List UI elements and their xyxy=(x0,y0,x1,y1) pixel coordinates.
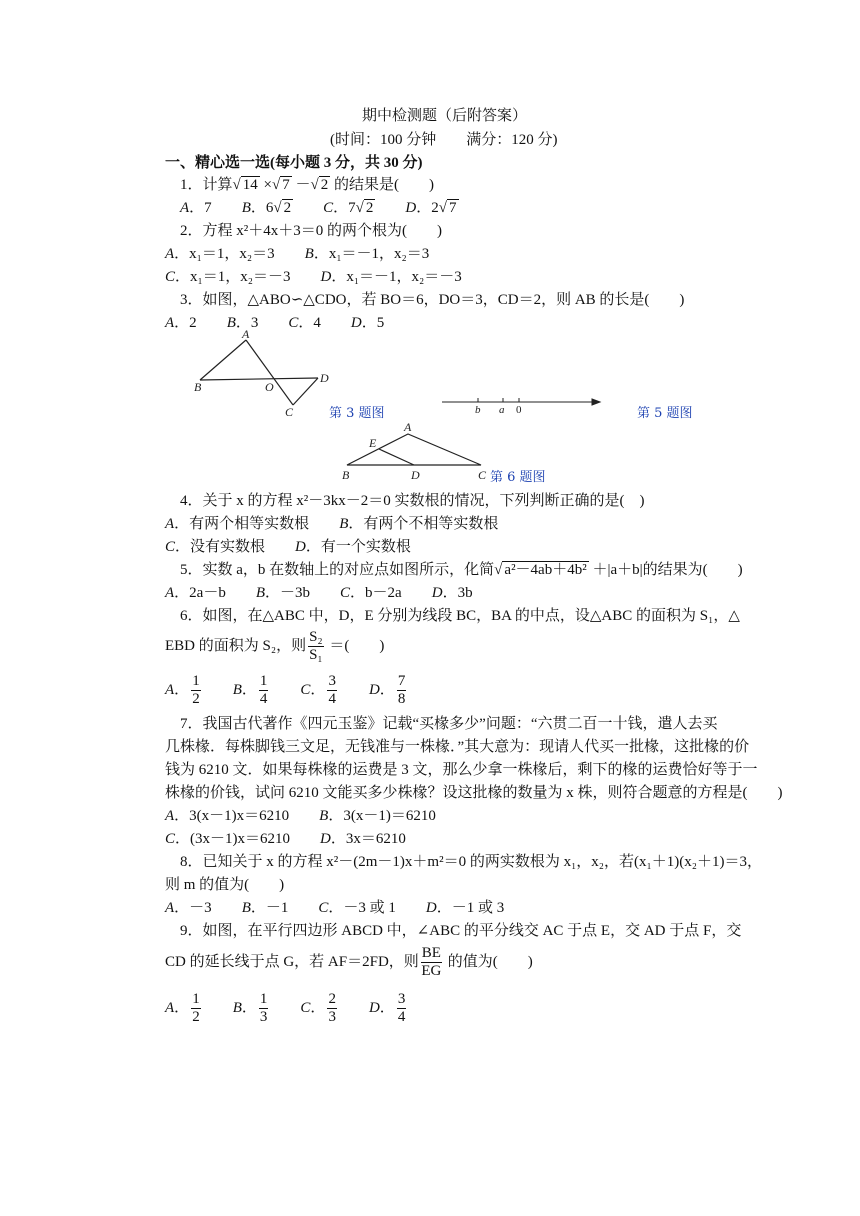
question-2-options-cd: C．x₁＝1，x₂＝－3 D．x₁＝－1，x₂＝－3 xyxy=(165,269,462,285)
question-8-options: A．－3 B．－1 C．－3 或 1 D．－1 或 3 xyxy=(165,900,505,916)
question-7-line-1: 7．我国古代著作《四元玉鉴》记载“买椽多少”问题：“六贯二百一十钱，遣人去买 xyxy=(180,716,718,732)
question-3: 3．如图，△ABO∽△CDO，若 BO＝6，DO＝3，CD＝2，则 AB 的长是( ) xyxy=(180,292,685,308)
label-a: A xyxy=(242,327,250,341)
question-6-line-2: EBD 的面积为 S₂，则 $\frac{\text{S₂}}{\text{S₁}}$ ＝( ) xyxy=(165,629,385,664)
label-c: C xyxy=(285,405,294,419)
question-1: 1．计算√ 14 ×√ 7 －√ 2 的结果是( ) xyxy=(180,177,434,193)
question-5-options: A．2a－b B．－3b C．b－2a D．3b xyxy=(165,585,473,601)
question-8-line-2: 则 m 的值为( ) xyxy=(165,877,285,893)
radical-sign: √ xyxy=(271,177,281,193)
question-4-options-cd: C．没有实数根 D．有一个实数根 xyxy=(165,539,411,555)
section-heading: 一、精心选一选(每小题 3 分，共 30 分) xyxy=(165,155,423,171)
radical-sign: √ xyxy=(232,177,241,193)
segment-ed xyxy=(379,449,414,465)
question-6-options: A． $\frac{1}{2}$ B． $\frac{1}{4}$ C． $\frac{3}{4}$ D． $\frac{7}{8}$ xyxy=(165,673,406,708)
label-d: D xyxy=(320,371,329,385)
label-b-point: b xyxy=(475,404,481,416)
fraction-s2-s1: $\frac{\text{S₂}}{\text{S₁}}$ xyxy=(309,629,323,664)
question-4: 4．关于 x 的方程 x²－3kx－2＝0 实数根的情况，下列判断正确的是( ) xyxy=(180,493,645,509)
question-4-options-ab: A．有两个相等实数根 B．有两个不相等实数根 xyxy=(165,516,499,532)
question-7-line-2: 几株椽．每株脚钱三文足，无钱准与一株椽．”其大意为：现请人代买一批椽，这批椽的价 xyxy=(165,739,750,755)
question-9-line-2: CD 的延长线于点 G，若 AF＝2FD，则 $\frac{BE}{EG}$ 的值为( ) xyxy=(165,945,533,980)
label-d6: D xyxy=(411,468,420,482)
label-a-point: a xyxy=(499,404,505,416)
number-line-arrow xyxy=(592,399,600,405)
figure-6 xyxy=(347,434,481,465)
fig3-caption: 第 3 题图 xyxy=(329,406,385,421)
fig6-caption: 第 6 题图 xyxy=(490,470,546,485)
label-e6: E xyxy=(369,436,377,450)
label-zero: 0 xyxy=(516,404,522,416)
question-7-line-4: 株椽的价钱，试问 6210 文能买多少株椽？设这批椽的数量为 x 株，则符合题意的方程是( ) xyxy=(165,785,783,801)
exam-meta: (时间：100 分钟 满分：120 分) xyxy=(330,132,558,148)
label-a6: A xyxy=(404,420,412,434)
question-2: 2．方程 x²＋4x＋3＝0 的两个根为( ) xyxy=(180,223,442,239)
fraction-be-eg: $\frac{BE}{EG}$ xyxy=(421,945,442,980)
question-7-line-3: 钱为 6210 文．如果每株椽的运费是 3 文，那么少拿一株椽后，剩下的椽的运费恰好等于一 xyxy=(165,762,758,778)
triangle-abc xyxy=(347,434,481,465)
exam-title: 期中检测题（后附答案） xyxy=(362,108,528,124)
question-1-options: A．7 B．6√ 2 C．7√ 2 D．2√ 7 xyxy=(180,200,457,216)
label-o: O xyxy=(265,380,274,394)
question-9-line-1: 9．如图，在平行四边形 ABCD 中，∠ABC 的平分线交 AC 于点 E，交 AD 于点 F，交 xyxy=(180,923,742,939)
radical-sign: √ xyxy=(273,200,282,216)
segment-ac xyxy=(246,340,293,405)
fig5-caption: 第 5 题图 xyxy=(637,406,693,421)
figure-3 xyxy=(200,340,318,405)
radical-sign: √ xyxy=(438,200,447,216)
segment-ab xyxy=(200,340,246,380)
segment-cd xyxy=(293,378,318,405)
question-6-line-1: 6．如图，在△ABC 中，D，E 分别为线段 BC，BA 的中点，设△ABC 的面积为 S₁，△ xyxy=(180,608,740,624)
question-2-options-ab: A．x₁＝1，x₂＝3 B．x₁＝－1，x₂＝3 xyxy=(165,246,430,262)
question-9-options: A． $\frac{1}{2}$ B． $\frac{1}{3}$ C． $\frac{2}{3}$ D． $\frac{3}{4}$ xyxy=(165,991,406,1026)
figures-svg xyxy=(0,0,860,500)
question-5: 5．实数 a，b 在数轴上的对应点如图所示，化简√ a²－4ab＋4b² ＋|a＋b|的结果为( ) xyxy=(180,562,743,578)
label-b6: B xyxy=(342,468,350,482)
question-3-options: A．2 B．3 C．4 D．5 xyxy=(165,315,385,331)
question-7-options-cd: C．(3x－1)x＝6210 D．3x＝6210 xyxy=(165,831,406,847)
label-b: B xyxy=(194,380,202,394)
radical-sign: √ xyxy=(310,177,319,193)
radical-sign: √ xyxy=(355,200,364,216)
segment-bd xyxy=(200,378,318,380)
label-c6: C xyxy=(478,468,487,482)
question-7-options-ab: A．3(x－1)x＝6210 B．3(x－1)＝6210 xyxy=(165,808,436,824)
question-8-line-1: 8．已知关于 x 的方程 x²－(2m－1)x＋m²＝0 的两实数根为 x₁，x₂，若(x₁＋1)(x₂＋1)＝3， xyxy=(180,854,762,870)
radical-sign: √ xyxy=(494,562,503,578)
